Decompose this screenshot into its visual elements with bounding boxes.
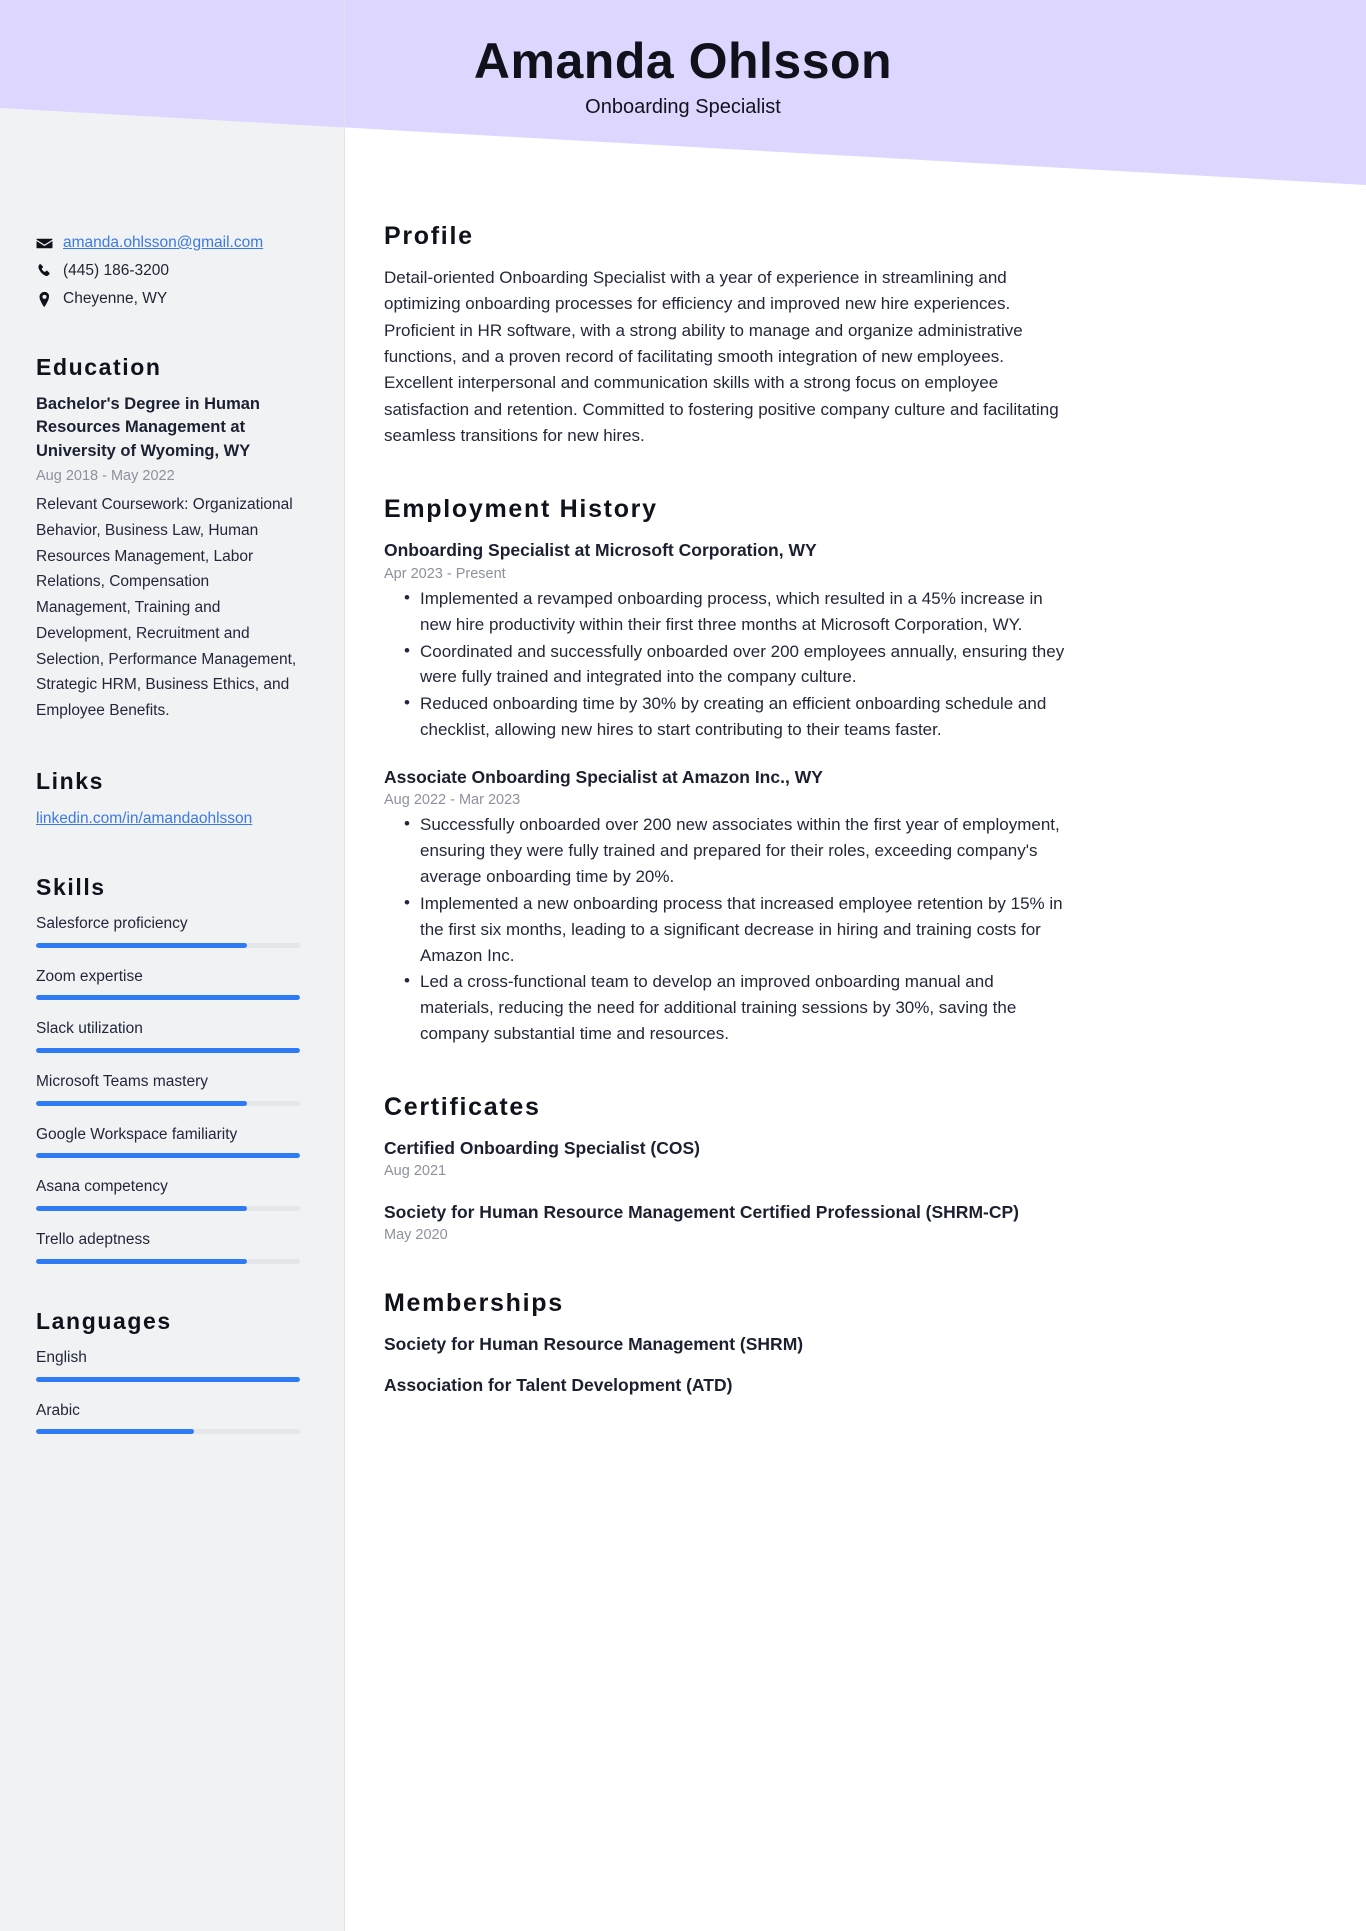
skill-label: Slack utilization <box>36 1020 143 1038</box>
language-item <box>36 1347 307 1382</box>
language-level-fill <box>36 1429 194 1434</box>
education-date: Aug 2018 - May 2022 <box>36 468 175 485</box>
job-date: Apr 2023 - Present <box>384 565 506 582</box>
skill-level-bar <box>36 1153 300 1158</box>
job-entry <box>384 765 1071 1047</box>
skill-level-fill <box>36 995 300 1000</box>
map-pin-icon <box>36 291 53 308</box>
skill-level-bar <box>36 1101 300 1106</box>
skill-label: Google Workspace familiarity <box>36 1125 238 1143</box>
skill-level-bar <box>36 1206 300 1211</box>
phone-icon <box>36 263 53 280</box>
job-title: Associate Onboarding Specialist at Amazon Inc., WY <box>384 766 823 787</box>
skill-level-fill <box>36 1153 300 1158</box>
memberships-list <box>384 1332 1071 1398</box>
job-bullet: • Reduced onboarding time by 30% by creating an efficient onboarding schedule and checklist, allowing new hires to start contributing to their teams faster. <box>384 691 1071 743</box>
skills-heading: Skills <box>36 874 106 901</box>
skill-label: Zoom expertise <box>36 967 143 985</box>
skill-level-fill <box>36 943 247 948</box>
skill-item <box>36 1124 307 1159</box>
language-level-bar <box>36 1429 300 1434</box>
certificate-entry <box>384 1136 1071 1179</box>
phone-value: (445) 186-3200 <box>63 261 169 279</box>
section-employment-history <box>384 495 1071 1046</box>
education-entry <box>36 393 307 724</box>
section-profile <box>384 222 1071 449</box>
job-bullet: • Implemented a new onboarding process that increased employee retention by 15% in the first six months, leading to a significant decrease in hiring and training costs for Amazon Inc. <box>384 891 1071 968</box>
job-entry <box>384 538 1071 742</box>
location-value: Cheyenne, WY <box>63 289 168 307</box>
certificate-date: Aug 2021 <box>384 1162 447 1179</box>
skill-level-bar <box>36 995 300 1000</box>
languages-list <box>36 1347 307 1434</box>
skill-level-bar <box>36 1048 300 1053</box>
candidate-job-title: Onboarding Specialist <box>585 96 781 118</box>
membership-entry: Association for Talent Development (ATD) <box>384 1375 733 1396</box>
skill-item <box>36 1071 307 1106</box>
skill-item <box>36 913 307 948</box>
sidebar <box>0 0 345 1452</box>
sidebar-section-education <box>36 354 307 724</box>
contact-list <box>36 233 307 310</box>
language-label: English <box>36 1348 87 1366</box>
skill-item <box>36 966 307 1001</box>
skill-label: Salesforce proficiency <box>36 915 188 933</box>
certificate-entry <box>384 1200 1071 1243</box>
skill-label: Microsoft Teams mastery <box>36 1073 208 1091</box>
skill-level-fill <box>36 1101 247 1106</box>
email-link[interactable]: amanda.ohlsson@gmail.com <box>63 234 264 251</box>
job-bullet: • Coordinated and successfully onboarded over 200 employees annually, ensuring they were fully trained and integrated into the company culture. <box>384 639 1071 691</box>
sidebar-section-languages <box>36 1308 307 1434</box>
language-level-fill <box>36 1377 300 1382</box>
memberships-heading: Memberships <box>384 1288 564 1317</box>
languages-heading: Languages <box>36 1307 172 1334</box>
job-bullet: • Led a cross-functional team to develop an improved onboarding manual and materials, reducing the need for additional training sessions by 30%, saving the company substantial time and resources. <box>384 969 1071 1046</box>
language-label: Arabic <box>36 1401 80 1419</box>
main-column <box>345 0 1366 1415</box>
linkedin-link[interactable]: linkedin.com/in/amandaohlsson <box>36 809 253 827</box>
certificate-title: Society for Human Resource Management Certified Professional (SHRM-CP) <box>384 1201 1019 1222</box>
sidebar-section-links <box>36 768 307 830</box>
contact-location-row <box>36 289 307 310</box>
jobs-list <box>384 538 1071 1046</box>
skill-item <box>36 1018 307 1053</box>
skill-item <box>36 1229 307 1264</box>
candidate-name: Amanda Ohlsson <box>473 33 893 89</box>
skill-label: Trello adeptness <box>36 1231 151 1249</box>
contact-phone-row <box>36 261 307 282</box>
education-heading: Education <box>36 353 162 380</box>
job-bullet: • Successfully onboarded over 200 new associates within the first year of employment, ensuring they were fully trained and prepared for their roles, exceeding company's average onboarding time by 20%. <box>384 812 1071 889</box>
job-bullet-list <box>384 812 1071 1046</box>
certificates-list <box>384 1136 1071 1243</box>
job-title: Onboarding Specialist at Microsoft Corporation, WY <box>384 540 817 561</box>
certificate-date: May 2020 <box>384 1226 448 1243</box>
education-degree: Bachelor's Degree in Human Resources Management at University of Wyoming, WY <box>36 394 260 460</box>
education-description: Relevant Coursework: Organizational Behavior, Business Law, Human Resources Management, Labor Relations, Compensation Management, Training and Development, Recruitment and Selection, Performance Management, Strategic HRM, Business Ethics, and Employee Benefits. <box>36 496 297 720</box>
contact-email-row[interactable] <box>36 233 307 254</box>
job-date: Aug 2022 - Mar 2023 <box>384 792 521 809</box>
job-bullet-list <box>384 586 1071 743</box>
skill-item <box>36 1176 307 1211</box>
skill-level-fill <box>36 1206 247 1211</box>
sidebar-section-skills <box>36 874 307 1264</box>
skill-level-fill <box>36 1048 300 1053</box>
skill-level-fill <box>36 1259 247 1264</box>
language-level-bar <box>36 1377 300 1382</box>
section-certificates <box>384 1093 1071 1243</box>
section-memberships <box>384 1289 1071 1398</box>
skill-level-bar <box>36 943 300 948</box>
profile-heading: Profile <box>384 222 474 250</box>
employment-heading: Employment History <box>384 495 658 524</box>
skills-list <box>36 913 307 1264</box>
links-heading: Links <box>36 767 105 794</box>
certificates-heading: Certificates <box>384 1092 541 1121</box>
certificate-title: Certified Onboarding Specialist (COS) <box>384 1137 701 1158</box>
language-item <box>36 1400 307 1435</box>
skill-label: Asana competency <box>36 1178 168 1196</box>
skill-level-bar <box>36 1259 300 1264</box>
job-bullet: • Implemented a revamped onboarding process, which resulted in a 45% increase in new hire productivity within their first three months at Microsoft Corporation, WY. <box>384 586 1071 638</box>
profile-text: Detail-oriented Onboarding Specialist with a year of experience in streamlining and optimizing onboarding processes for efficiency and improved new hire experiences. Proficient in HR software, with a strong ability to manage and organize administrative functions, and a proven record of facilitating smooth integration of new employees. Excellent interpersonal and communication skills with a strong focus on employee satisfaction and retention. Committed to fostering positive company culture and facilitating seamless transitions for new hires. <box>384 268 1059 446</box>
envelope-icon <box>36 235 53 252</box>
membership-entry: Society for Human Resource Management (SHRM) <box>384 1333 804 1354</box>
